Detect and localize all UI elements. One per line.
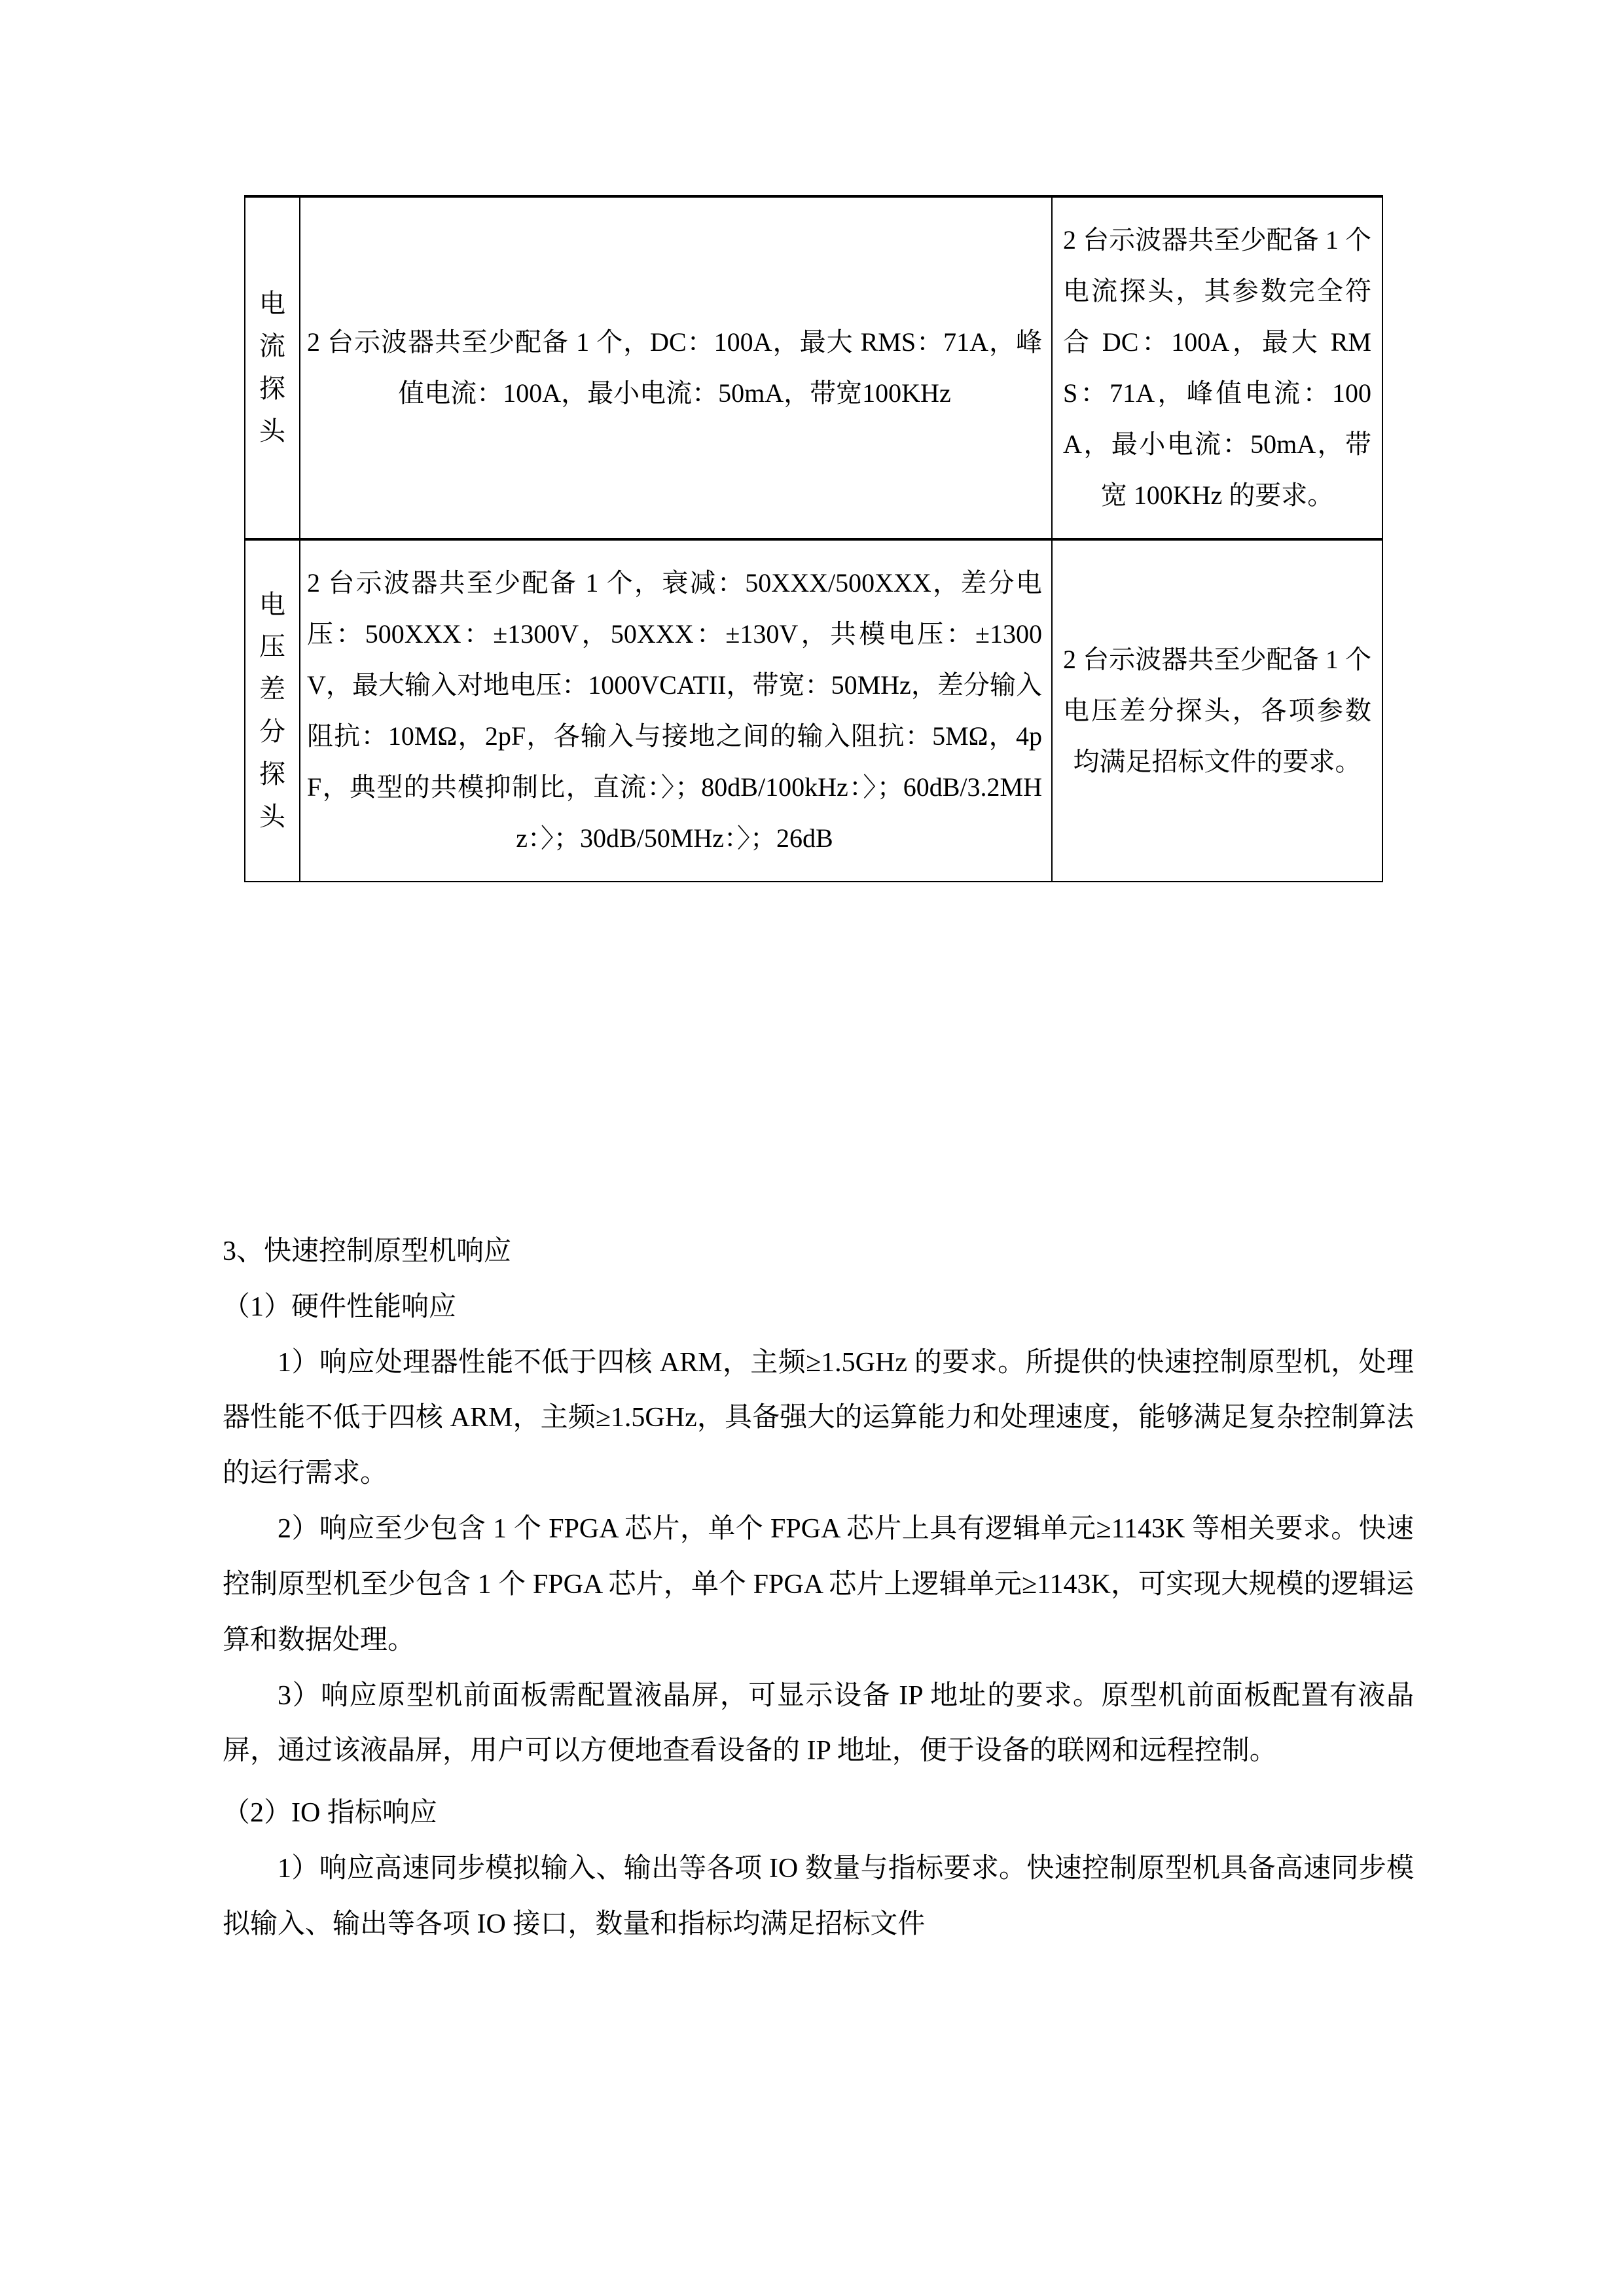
requirement-text: 2 台示波器共至少配备 1 个，DC：100A，最大 RMS：71A，峰值电流：100A，最小电流：50mA，带宽100KHz [307, 327, 1042, 408]
label-char: 探 [259, 759, 285, 789]
label-char: 头 [259, 416, 285, 446]
paragraph-2-1: 1）响应高速同步模拟输入、输出等各项 IO 数量与指标要求。快速控制原型机具备高速同步模拟输入、输出等各项 IO 接口，数量和指标均满足招标文件 [223, 1854, 1414, 1939]
subsection-heading-2: （2）IO 指标响应 [223, 1798, 437, 1829]
label-char: 分 [259, 717, 285, 746]
label-char: 压 [259, 632, 285, 662]
label-char: 流 [259, 331, 285, 361]
table-row [245, 539, 1382, 882]
body-content [223, 1224, 1414, 1952]
vertical-label-voltage-differential-probe [245, 580, 299, 842]
row-label-voltage-differential-probe [245, 539, 300, 882]
row-label-current-probe [245, 196, 300, 539]
paragraph-1-3: 3）响应原型机前面板需配置液晶屏，可显示设备 IP 地址的要求。原型机前面板配置有液晶屏，通过该液晶屏，用户可以方便地查看设备的 IP 地址，便于设备的联网和远程控制。 [223, 1680, 1414, 1767]
label-char: 电 [259, 589, 285, 619]
paragraph-1-2: 2）响应至少包含 1 个 FPGA 芯片，单个 FPGA 芯片上具有逻辑单元≥1143K 等相关要求。快速控制原型机至少包含 1 个 FPGA 芯片，单个 FPGA 芯片上逻辑单元≥1143K，可实现大规模的逻辑运算和数据处理。 [223, 1514, 1414, 1655]
response-cell-current-probe [1052, 196, 1382, 539]
vertical-label-current-probe [245, 279, 299, 456]
requirement-cell-voltage-differential-probe [300, 539, 1052, 882]
label-char: 差 [259, 674, 285, 704]
requirement-text: 2 台示波器共至少配备 1 个，衰减：50XXX/500XXX，差分电压：500XXX：±1300V，50XXX：±130V，共模电压：±1300V，最大输入对地电压：1000VCATII，带宽：50MHz，差分输入阻抗：10MΩ，2pF，各输入与接地之间的输入阻抗：5MΩ，4pF，典型的共模抑制比，直流：〉；80dB/100kHz：〉；60dB/3.2MHz：〉；30dB/50MHz：〉；26dB [307, 568, 1042, 853]
label-char: 头 [259, 801, 285, 831]
label-char: 探 [259, 374, 285, 403]
section-heading-3: 3、快速控制原型机响应 [223, 1236, 512, 1266]
paragraph-spacer [223, 1779, 1414, 1785]
requirement-cell-current-probe [300, 196, 1052, 539]
table-row [245, 196, 1382, 539]
subsection-heading-1: （1）硬件性能响应 [223, 1291, 457, 1322]
response-text: 2 台示波器共至少配备 1 个电流探头，其参数完全符合 DC：100A，最大 RMS：71A，峰值电流：100A，最小电流：50mA，带宽 100KHz 的要求。 [1063, 225, 1371, 510]
label-char: 电 [259, 289, 285, 319]
paragraph-1-1: 1）响应处理器性能不低于四核 ARM，主频≥1.5GHz 的要求。所提供的快速控制原型机，处理器性能不低于四核 ARM，主频≥1.5GHz，具备强大的运算能力和处理速度，能够满足复杂控制算法的运行需求。 [223, 1347, 1414, 1489]
response-cell-voltage-differential-probe [1052, 539, 1382, 882]
specification-table [244, 195, 1383, 882]
response-text: 2 台示波器共至少配备 1 个电压差分探头，各项参数均满足招标文件的要求。 [1063, 645, 1371, 776]
